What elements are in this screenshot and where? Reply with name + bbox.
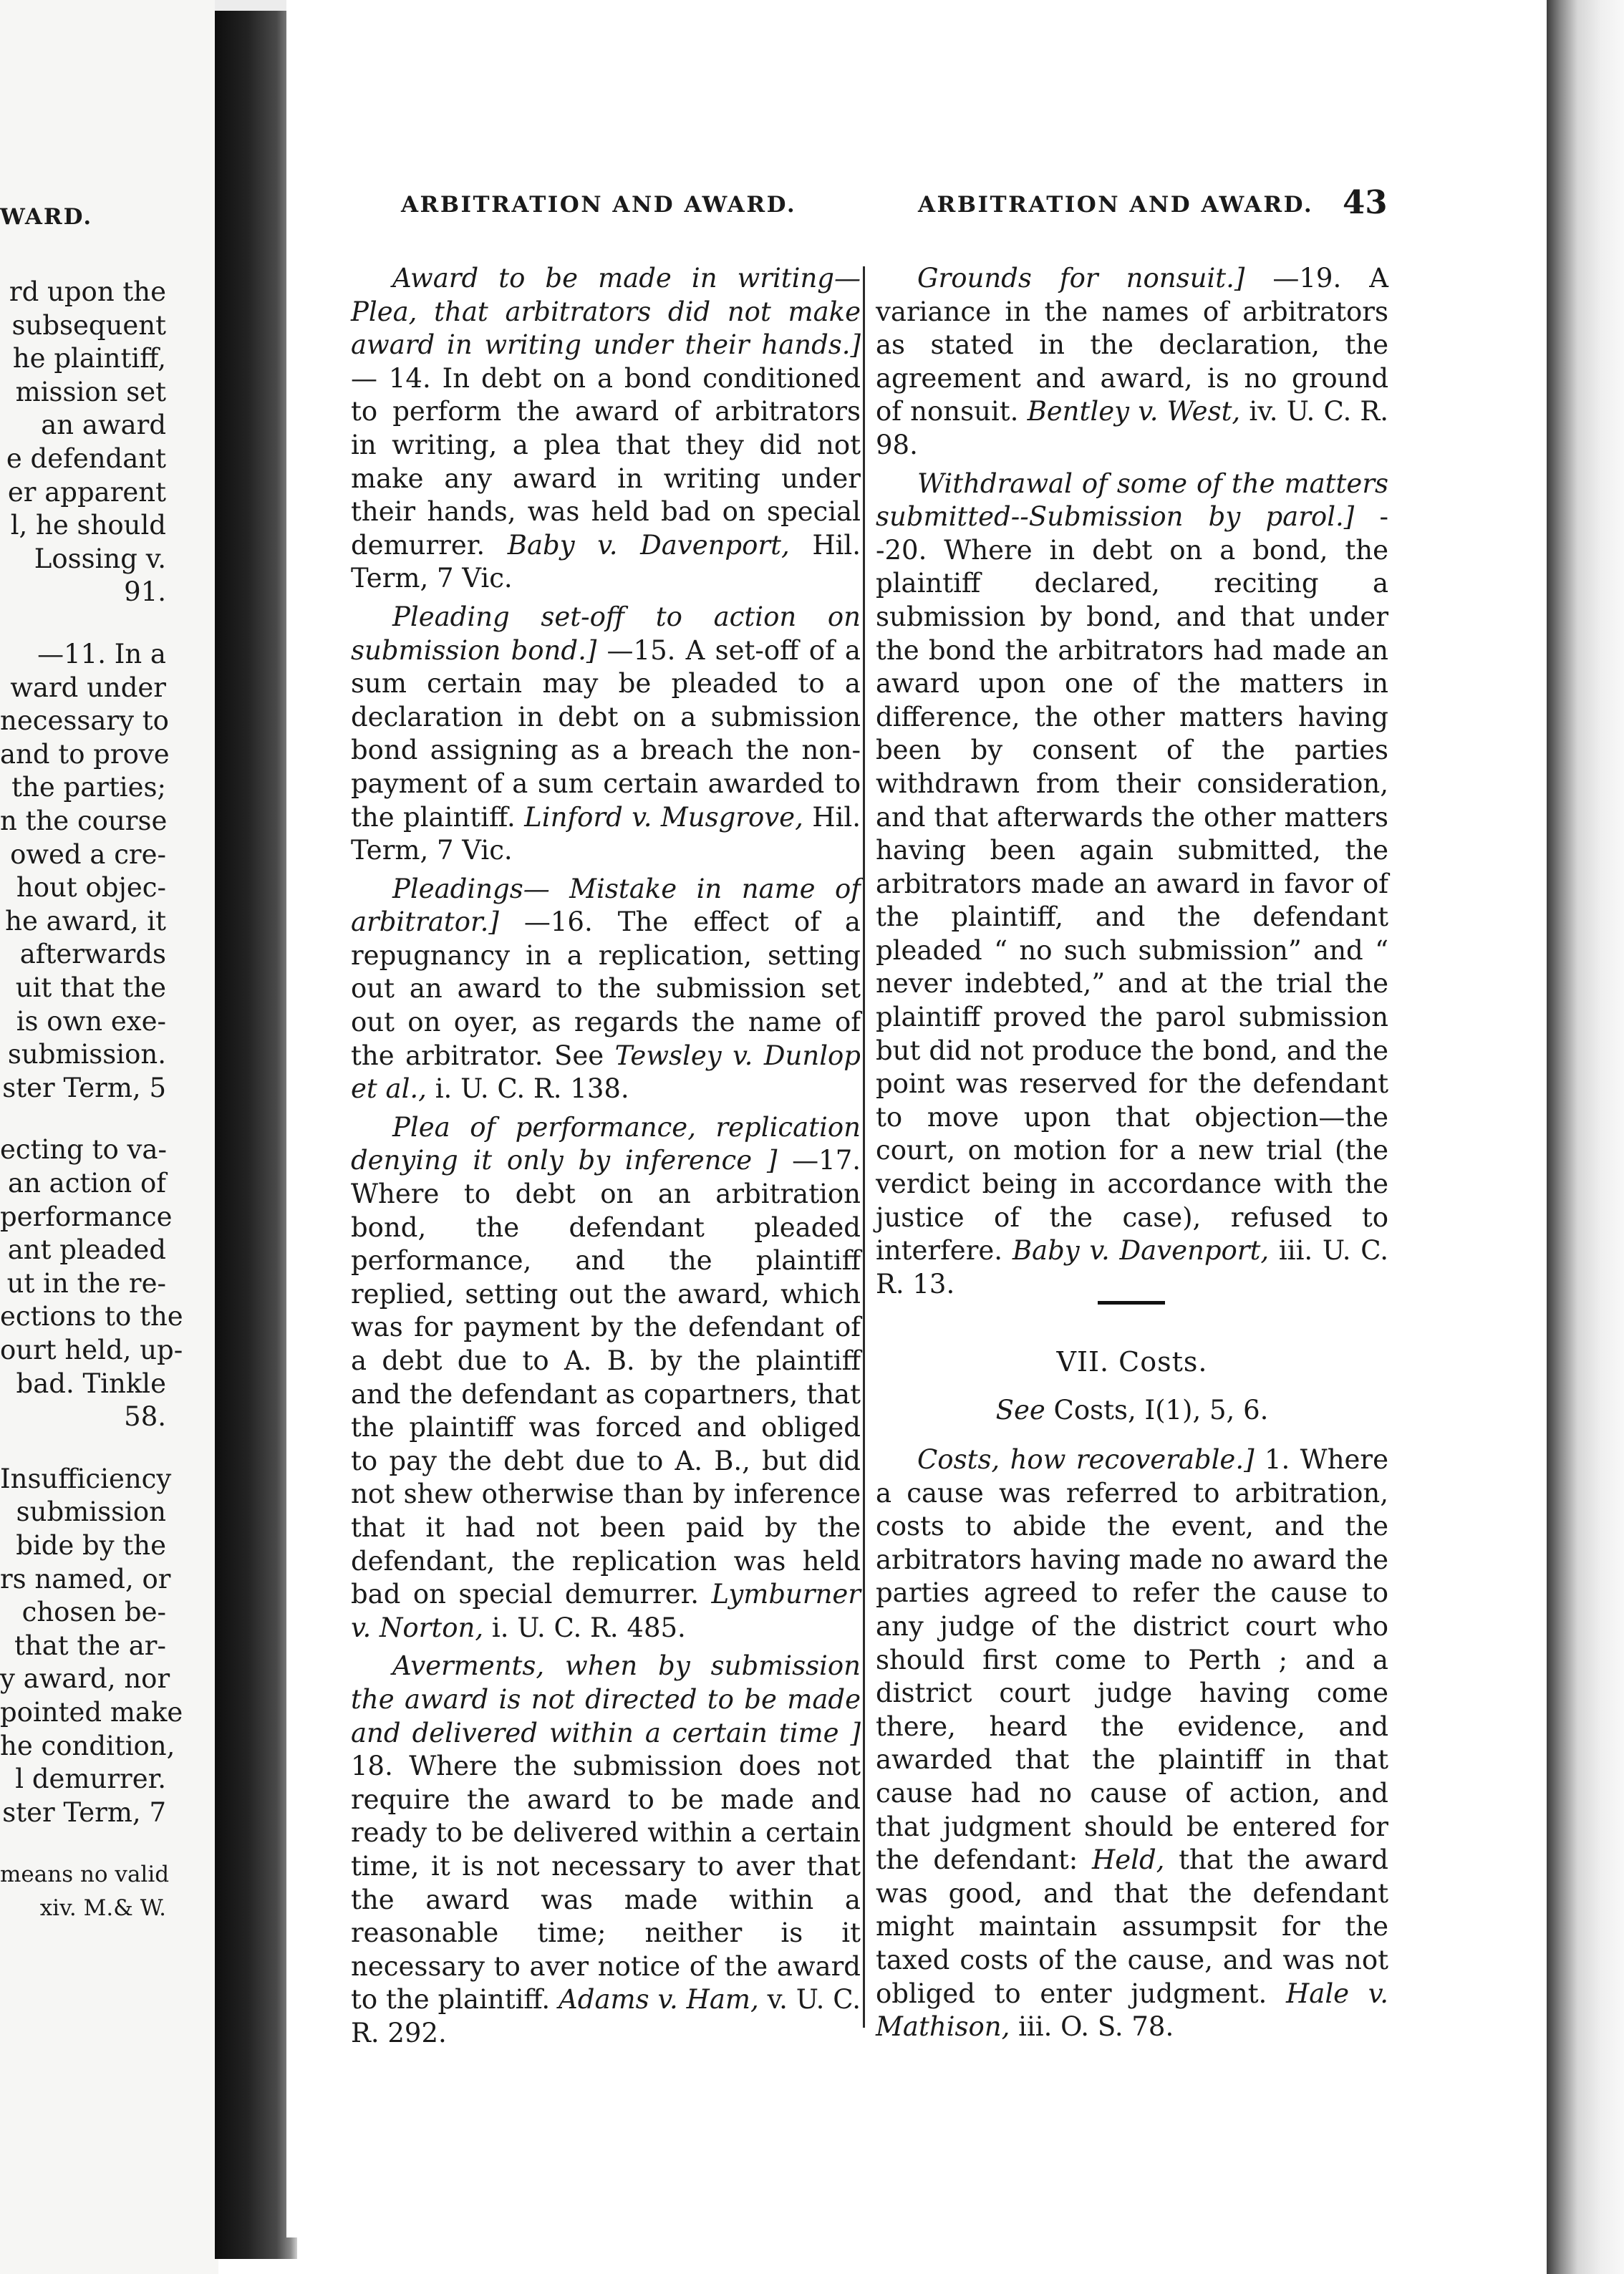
previous-page-line: an action of [8, 1168, 166, 1199]
left-column [351, 262, 861, 2055]
paragraph-heading: Award to be made in writing—Plea, that arbitrators did not make award in writing under their hands.] [351, 263, 861, 361]
previous-page-line: chosen be- [21, 1597, 166, 1628]
previous-page-line: bad. Tinkle [16, 1368, 166, 1399]
previous-page-line: —11. In a [37, 639, 166, 669]
paragraph-16 [351, 873, 861, 1106]
previous-page-line: bide by the [16, 1530, 166, 1561]
case-name: Bentley v. West, [1027, 396, 1241, 427]
case-name: Baby v. Davenport, [1012, 1235, 1270, 1267]
previous-page-line: means no valid [0, 1862, 170, 1888]
previous-page-line: ourt held, up- [0, 1335, 183, 1365]
citation: Hil. Term, 7 Vic. [351, 801, 861, 866]
previous-page-line: ections to the [0, 1301, 183, 1332]
previous-page-line: uit that the [15, 972, 166, 1003]
page-edge [1547, 0, 1624, 2274]
previous-page-line: Lossing v. [34, 543, 166, 574]
previous-page-line: pointed make [0, 1697, 183, 1728]
paragraph-heading: Plea of performance, replication denying it only by inference ] [351, 1111, 861, 1176]
previous-page-line: ant pleaded [7, 1234, 166, 1266]
previous-page-line: the parties; [11, 772, 166, 803]
paragraph-body: — 14. In debt on a bond conditioned to perform the award of arbitrators in writing, a plea that they did not make any award in writing under their hands, was held bad on special demurrer. [351, 362, 861, 561]
right-column [876, 262, 1388, 1306]
section-title: VII. Costs. [1056, 1346, 1208, 1378]
previous-page-line: e defendant [6, 443, 166, 474]
paragraph-19 [876, 262, 1388, 463]
previous-page-line: ecting to va- [0, 1134, 167, 1166]
previous-page-line: performance [0, 1201, 173, 1232]
previous-page-line: owed a cre- [10, 838, 166, 870]
previous-page-line: ster Term, 5 [2, 1072, 166, 1103]
binding-gutter [215, 11, 297, 2259]
held-label: Held, [1091, 1844, 1165, 1876]
case-name: Hale v. Mathison, [876, 1978, 1388, 2043]
previous-page-line: is own exe- [16, 1005, 166, 1037]
paragraph-body: 18. Where the submission does not require the award to be made and ready to be delivered within a certain time, it is not necessary to aver that the award was made within a reasonable time; neither is it necessary to aver notice of the award to the plaintiff. [351, 1751, 861, 2016]
previous-page-header: WARD. [0, 204, 93, 230]
running-header-right: ARBITRATION AND AWARD. [918, 192, 1314, 218]
section-cross-reference [876, 1395, 1388, 1426]
previous-page-line: afterwards [19, 939, 166, 970]
paragraph-body: 1. Where a cause was referred to arbitration, costs to abide the event, and the arbitrators having made no award the parties agreed to refer the cause to any judge of the district court who should first come to Perth ; and a district court judge having come there, heard the evidence, and awarded that the plaintiff in that cause had no cause of action, and that judgment should be entered for the defendant: [876, 1444, 1389, 1876]
case-name: Lymburner v. Norton, [351, 1579, 861, 1643]
paragraph-body: —19. A variance in the names of arbitrators as stated in the declaration, the agreement and award, is no ground of nonsuit. [876, 263, 1389, 427]
previous-page-line: ut in the re- [6, 1267, 166, 1299]
previous-page-line: l, he should [10, 510, 166, 541]
previous-page-line: submission. [7, 1039, 166, 1070]
previous-page-line: hout objec- [16, 872, 166, 904]
paragraph-body: —15. A set-off of a sum certain may be pleaded to a declaration in debt on a submission bond assigning as a breach the non-payment of a sum certain awarded to the plaintiff. [351, 634, 861, 833]
previous-page-line: rs named, or [0, 1563, 171, 1595]
see-reference: Costs, I(1), 5, 6. [1053, 1395, 1269, 1426]
paragraph-body-continued: that the award was good, and that the defendant might maintain assumpsit for the taxed costs of the cause, and was not obliged to enter judgment. [876, 1844, 1388, 2009]
citation: Hil. Term, 7 Vic. [351, 529, 861, 594]
see-prefix: See [995, 1395, 1045, 1426]
previous-page-line: he condition, [0, 1730, 175, 1761]
previous-page-line: submission [16, 1496, 166, 1528]
previous-page-line: subsequent [11, 309, 166, 341]
previous-page-line: 58. [124, 1401, 166, 1433]
paragraph-heading: Pleadings— Mistake in name of arbitrator.] [351, 873, 861, 938]
previous-page-line: mission set [15, 376, 166, 407]
previous-page-line: ward under [10, 672, 166, 703]
running-header-left: ARBITRATION AND AWARD. [401, 192, 797, 218]
page-number: 43 [1343, 183, 1388, 221]
citation: i. U. C. R. 485. [491, 1612, 686, 1643]
paragraph-heading: Withdrawal of some of the matters submitted--Submission by parol.] [876, 468, 1388, 533]
previous-page-line: ster Term, 7 [2, 1796, 166, 1828]
paragraph-heading: Averments, when by submission the award is not directed to be made and delivered within a certain time ] [351, 1650, 861, 1748]
citation: i. U. C. R. 138. [435, 1073, 629, 1105]
paragraph-heading: Pleading set-off to action on submission bond.] [351, 601, 861, 666]
previous-page-line: l demurrer. [15, 1763, 166, 1795]
citation: iii. U. C. R. 13. [876, 1235, 1389, 1300]
citation: v. U. C. R. 292. [351, 1984, 861, 2048]
previous-page-line: y award, nor [0, 1663, 170, 1695]
column-divider [863, 266, 865, 2028]
paragraph-heading: Costs, how recoverable.] [917, 1444, 1255, 1475]
case-name: Linford v. Musgrove, [524, 801, 803, 833]
previous-page-line: xiv. M.& W. [39, 1895, 166, 1921]
paragraph-14 [351, 262, 861, 596]
previous-page-line: he plaintiff, [12, 343, 166, 374]
previous-page [0, 0, 218, 2274]
paragraph-20 [876, 468, 1388, 1302]
previous-page-line: he award, it [5, 905, 166, 937]
paragraph-17 [351, 1111, 861, 1645]
case-name: Tewsley v. Dunlop et al., [351, 1040, 861, 1105]
paragraph-body: —16. The effect of a repugnancy in a replication, setting out an award to the submission set out on oyer, as regards the name of the arbitrator. See [351, 906, 861, 1071]
citation: iii. O. S. 78. [1018, 2011, 1174, 2043]
previous-page-line: 91. [124, 576, 166, 608]
paragraph-15 [351, 601, 861, 868]
previous-page-line: Insufficiency [0, 1463, 172, 1494]
paragraph-body: --20. Where in debt on a bond, the plaintiff declared, reciting a submission by bond, and that under the bond the arbitrators had made an award upon one of the matters in difference, the other matters having been by consent of the parties withdrawn from their consideration, and that afterwards the other matters having been again submitted, the arbitrators made an award in favor of the plaintiff, and the defendant pleaded “ no such submission” and “ never indebted,” and at the trial the plaintiff proved the parol submission but did not produce the bond, and the point was reserved for the defendant to move upon that objection—the court, on motion for a new trial (the verdict being in accordance with the justice of the case), refused to interfere. [876, 501, 1388, 1267]
paragraph-18 [351, 1650, 861, 2050]
previous-page-line: necessary to [0, 705, 169, 737]
previous-page-line: rd upon the [9, 276, 166, 307]
section-rule [1098, 1301, 1165, 1305]
previous-page-line: that the ar- [14, 1630, 166, 1661]
previous-page-line: and to prove [0, 738, 170, 770]
paragraph-body: —17. Where to debt on an arbitration bond, the defendant pleaded performance, and the plaintiff replied, setting out the award, which was for payment by the defendant of a debt due to A. B. by the plaintiff and the defendant as copartners, that the plaintiff was forced and obliged to pay the debt due to A. B., but did not shew otherwise than by inference that it had not been paid by the defendant, the replication was held bad on special demurrer. [351, 1145, 861, 1610]
previous-page-line: n the course [0, 805, 168, 836]
costs-section [876, 1443, 1388, 2044]
citation: iv. U. C. R. 98. [876, 396, 1389, 460]
costs-paragraph-1 [876, 1443, 1388, 2044]
previous-page-line: er apparent [7, 476, 166, 508]
previous-page-line: an award [41, 410, 166, 441]
paragraph-heading: Grounds for nonsuit.] [917, 263, 1245, 294]
case-name: Baby v. Davenport, [507, 529, 790, 561]
case-name: Adams v. Ham, [559, 1984, 759, 2016]
